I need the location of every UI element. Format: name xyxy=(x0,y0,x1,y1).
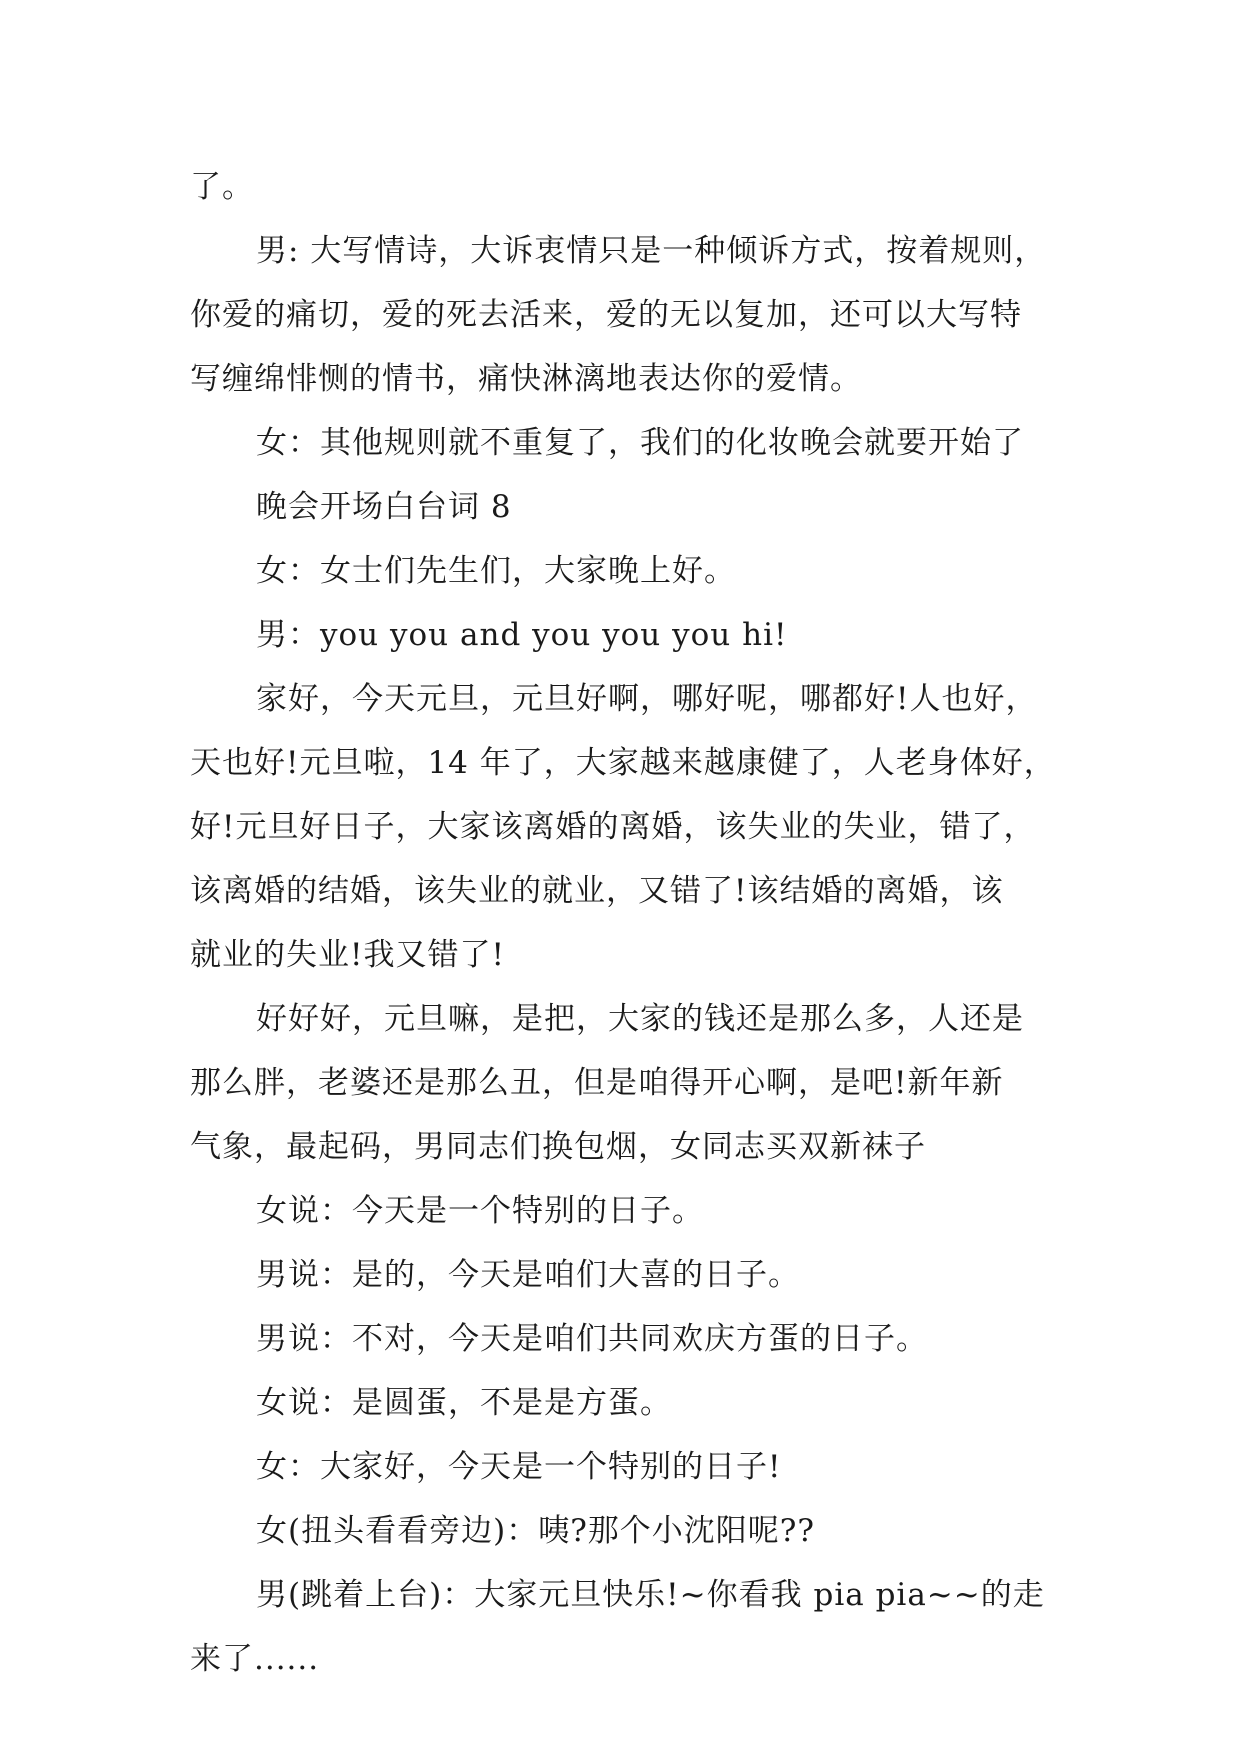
text-line: 晚会开场白台词 8 xyxy=(256,489,512,525)
document-text-body xyxy=(190,155,1070,1691)
text-line: 女说：是圆蛋，不是是方蛋。 xyxy=(256,1385,672,1421)
text-line: 气象，最起码，男同志们换包烟，女同志买双新袜子 xyxy=(190,1129,926,1165)
text-line: 男: 大写情诗，大诉衷情只是一种倾诉方式，按着规则， xyxy=(256,233,1047,269)
text-line: 好好好，元旦嘛，是把，大家的钱还是那么多，人还是 xyxy=(256,1001,1024,1037)
text-line: 你爱的痛切，爱的死去活来，爱的无以复加，还可以大写特 xyxy=(190,297,1022,333)
text-line: 女：女士们先生们，大家晚上好。 xyxy=(256,553,736,589)
text-line: 就业的失业!我又错了! xyxy=(190,937,505,973)
text-line: 写缠绵悱恻的情书，痛快淋漓地表达你的爱情。 xyxy=(190,361,862,397)
text-line: 女说：今天是一个特别的日子。 xyxy=(256,1193,704,1229)
text-line: 好!元旦好日子，大家该离婚的离婚，该失业的失业，错了， xyxy=(190,809,1036,845)
text-line: 该离婚的结婚，该失业的就业，又错了!该结婚的离婚，该 xyxy=(190,873,1004,909)
text-line: 男说：不对，今天是咱们共同欢庆方蛋的日子。 xyxy=(256,1321,928,1357)
text-line: 男：you you and you you you hi! xyxy=(256,617,788,653)
text-line: 男(跳着上台)：大家元旦快乐!~你看我 pia pia~~的走 xyxy=(256,1577,1045,1613)
text-line: 女：其他规则就不重复了，我们的化妆晚会就要开始了 xyxy=(256,425,1024,461)
text-line: 男说：是的，今天是咱们大喜的日子。 xyxy=(256,1257,800,1293)
text-line: 了。 xyxy=(190,169,254,205)
text-line: 天也好!元旦啦，14 年了，大家越来越康健了，人老身体好， xyxy=(190,745,1056,781)
text-line: 来了...... xyxy=(190,1641,320,1677)
text-line: 那么胖，老婆还是那么丑，但是咱得开心啊，是吧!新年新 xyxy=(190,1065,1004,1101)
text-line: 家好，今天元旦，元旦好啊，哪好呢，哪都好!人也好， xyxy=(256,681,1038,717)
text-line: 女(扭头看看旁边)：咦?那个小沈阳呢?? xyxy=(256,1513,816,1549)
text-line: 女：大家好，今天是一个特别的日子! xyxy=(256,1449,782,1485)
